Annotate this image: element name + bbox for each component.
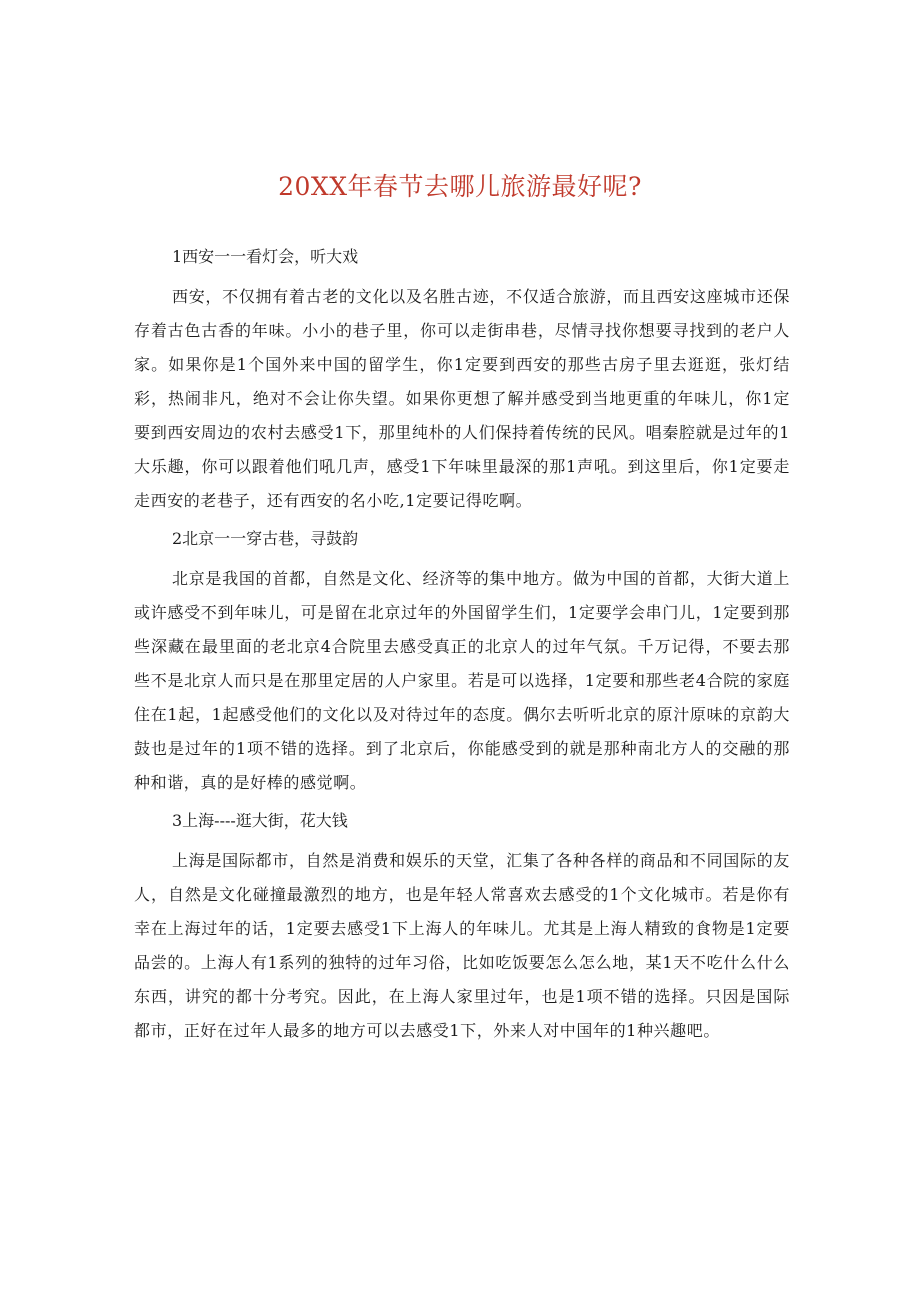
- section-heading: 2北京一一穿古巷，寻鼓韵: [172, 529, 359, 548]
- section-heading: 3上海----逛大街，花大钱: [172, 811, 348, 830]
- section-beijing: [134, 524, 790, 800]
- section-shanghai: [134, 806, 790, 1048]
- section-xian: [134, 242, 790, 518]
- section-paragraph: 北京是我国的首都，自然是文化、经济等的集中地方。做为中国的首都，大街大道上或许感受不到年味儿，可是留在北京过年的外国留学生们，1定要学会串门儿，1定要到那些深藏在最里面的老北京4合院里去感受真正的北京人的过年气氛。千万记得，不要去那些不是北京人而只是在那里定居的人户家里。若是可以选择，1定要和那些老4合院的家庭住在1起，1起感受他们的文化以及对待过年的态度。偶尔去听听北京的原汁原味的京韵大鼓也是过年的1项不错的选择。到了北京后，你能感受到的就是那种南北方人的交融的那种和谐，真的是好棒的感觉啊。: [134, 569, 790, 792]
- section-paragraph: 上海是国际都市，自然是消费和娱乐的天堂，汇集了各种各样的商品和不同国际的友人，自然是文化碰撞最激烈的地方，也是年轻人常喜欢去感受的1个文化城市。若是你有幸在上海过年的话，1定要去感受1下上海人的年味儿。尤其是上海人精致的食物是1定要品尝的。上海人有1系列的独特的过年习俗，比如吃饭要怎么怎么地，某1天不吃什么什么东西，讲究的都十分考究。因此，在上海人家里过年，也是1项不错的选择。只因是国际都市，正好在过年人最多的地方可以去感受1下，外来人对中国年的1种兴趣吧。: [134, 851, 790, 1040]
- page-title: 20XX年春节去哪儿旅游最好呢?: [278, 172, 642, 201]
- document-body: [134, 242, 790, 1054]
- section-paragraph: 西安，不仅拥有着古老的文化以及名胜古迹，不仅适合旅游，而且西安这座城市还保存着古色古香的年味。小小的巷子里，你可以走街串巷，尽情寻找你想要寻找到的老户人家。如果你是1个国外来中国的留学生，你1定要到西安的那些古房子里去逛逛，张灯结彩，热闹非凡，绝对不会让你失望。如果你更想了解并感受到当地更重的年味儿，你1定要到西安周边的农村去感受1下，那里纯朴的人们保持着传统的民风。唱秦腔就是过年的1大乐趣，你可以跟着他们吼几声，感受1下年味里最深的那1声吼。到这里后，你1定要走走西安的老巷子，还有西安的名小吃,1定要记得吃啊。: [134, 287, 790, 510]
- section-heading: 1西安一一看灯会，听大戏: [172, 247, 359, 266]
